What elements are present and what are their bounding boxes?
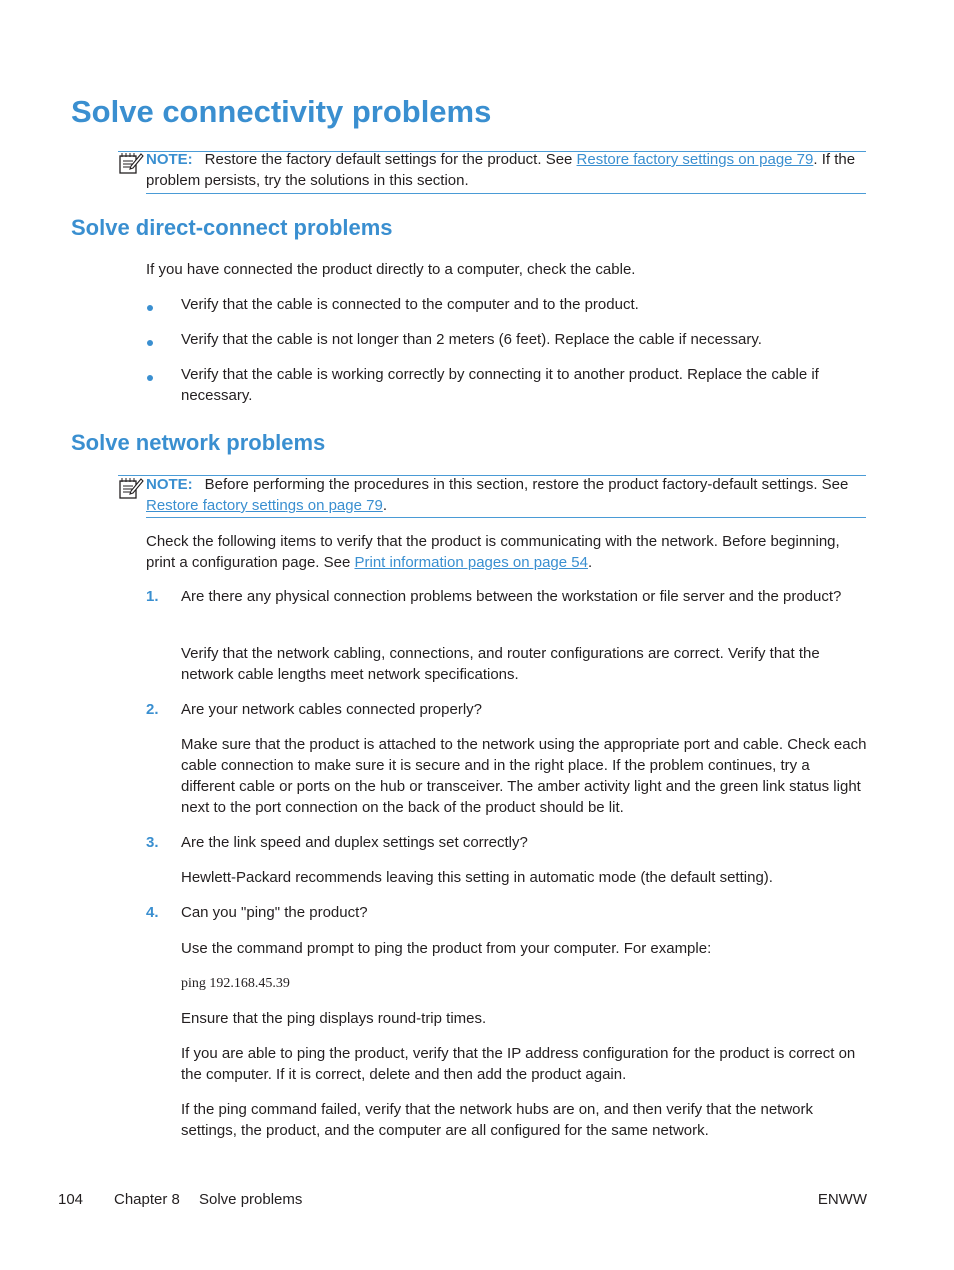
step-question: Are there any physical connection problems between the workstation or file server and the product? xyxy=(181,588,842,605)
list-item: Verify that the cable is connected to the computer and to the product. xyxy=(181,296,639,313)
restore-factory-settings-link[interactable]: Restore factory settings on page 79 xyxy=(146,497,383,514)
list-item: Verify that the cable is not longer than 2 meters (6 feet). Replace the cable if necessary. xyxy=(181,331,762,348)
network-intro-after: . xyxy=(587,554,593,571)
network-intro xyxy=(146,531,866,573)
step-followup: Ensure that the ping displays round-trip times. xyxy=(181,1010,487,1027)
section-heading-direct: Solve direct-connect problems xyxy=(71,215,393,240)
note-text-before: Restore the factory default settings for the product. See xyxy=(204,151,577,168)
network-intro-text: Check the following items to verify that the product is communicating with the network. Before beginning, print a configuration page. See xyxy=(146,533,840,571)
code-example: ping 192.168.45.39 xyxy=(181,976,290,991)
step-number: 3. xyxy=(146,834,159,851)
step-question: Can you "ping" the product? xyxy=(181,904,368,921)
step-number: 1. xyxy=(146,588,159,605)
note-text-after: . If the problem persists, try the solutions in this section. xyxy=(146,151,856,189)
step-question: Are your network cables connected properly? xyxy=(181,701,482,718)
section-heading-network: Solve network problems xyxy=(71,430,326,455)
step-followup: If the ping command failed, verify that the network hubs are on, and then verify that the network settings, the product, and the computer are all configured for the same network. xyxy=(181,1101,814,1139)
note-text xyxy=(146,149,866,191)
step-number: 2. xyxy=(146,701,159,718)
bullet-dot xyxy=(147,340,153,346)
step-answer: Verify that the network cabling, connections, and router configurations are correct. Verify that the network cable lengths meet network specifications. xyxy=(181,645,820,683)
note-bottom-rule xyxy=(146,193,866,194)
list-item: Verify that the cable is working correctly by connecting it to another product. Replace the cable if necessary. xyxy=(181,366,819,404)
page-title: Solve connectivity problems xyxy=(71,94,492,129)
note-bottom-rule xyxy=(146,517,866,518)
note-label: NOTE: xyxy=(146,476,193,493)
step-answer: Make sure that the product is attached to the network using the appropriate port and cable. Check each cable connection to make sure it is secure and in the right place. If the problem continues, try a different cable or ports on the hub or transceiver. The amber activity light and the green link status light next to the port connection on the back of the product should be lit. xyxy=(181,736,867,816)
note-label: NOTE: xyxy=(146,151,193,168)
restore-factory-settings-link[interactable]: Restore factory settings on page 79 xyxy=(576,151,814,168)
bullet-dot xyxy=(147,305,153,311)
footer-chapter: Chapter 8 xyxy=(114,1191,180,1208)
note-text-after: . xyxy=(382,497,387,514)
bullet-dot xyxy=(147,375,153,381)
note-text xyxy=(146,474,866,516)
step-answer: Use the command prompt to ping the product from your computer. For example: xyxy=(181,940,712,957)
step-answer: Hewlett-Packard recommends leaving this setting in automatic mode (the default setting). xyxy=(181,869,773,886)
step-number: 4. xyxy=(146,904,159,921)
step-question: Are the link speed and duplex settings set correctly? xyxy=(181,834,528,851)
note-icon xyxy=(118,476,144,500)
note-icon xyxy=(118,151,144,175)
footer-locale: ENWW xyxy=(817,1191,867,1208)
step-followup: If you are able to ping the product, verify that the IP address configuration for the product is correct on the computer. If it is correct, delete and then add the product again. xyxy=(181,1045,856,1083)
print-information-pages-link[interactable]: Print information pages on page 54 xyxy=(354,554,588,571)
direct-intro: If you have connected the product directly to a computer, check the cable. xyxy=(146,261,636,278)
footer-chapter-title: Solve problems xyxy=(199,1191,303,1208)
page-number: 104 xyxy=(58,1191,84,1208)
note-text-before: Before performing the procedures in this section, restore the product factory-default settings. See xyxy=(204,476,849,493)
